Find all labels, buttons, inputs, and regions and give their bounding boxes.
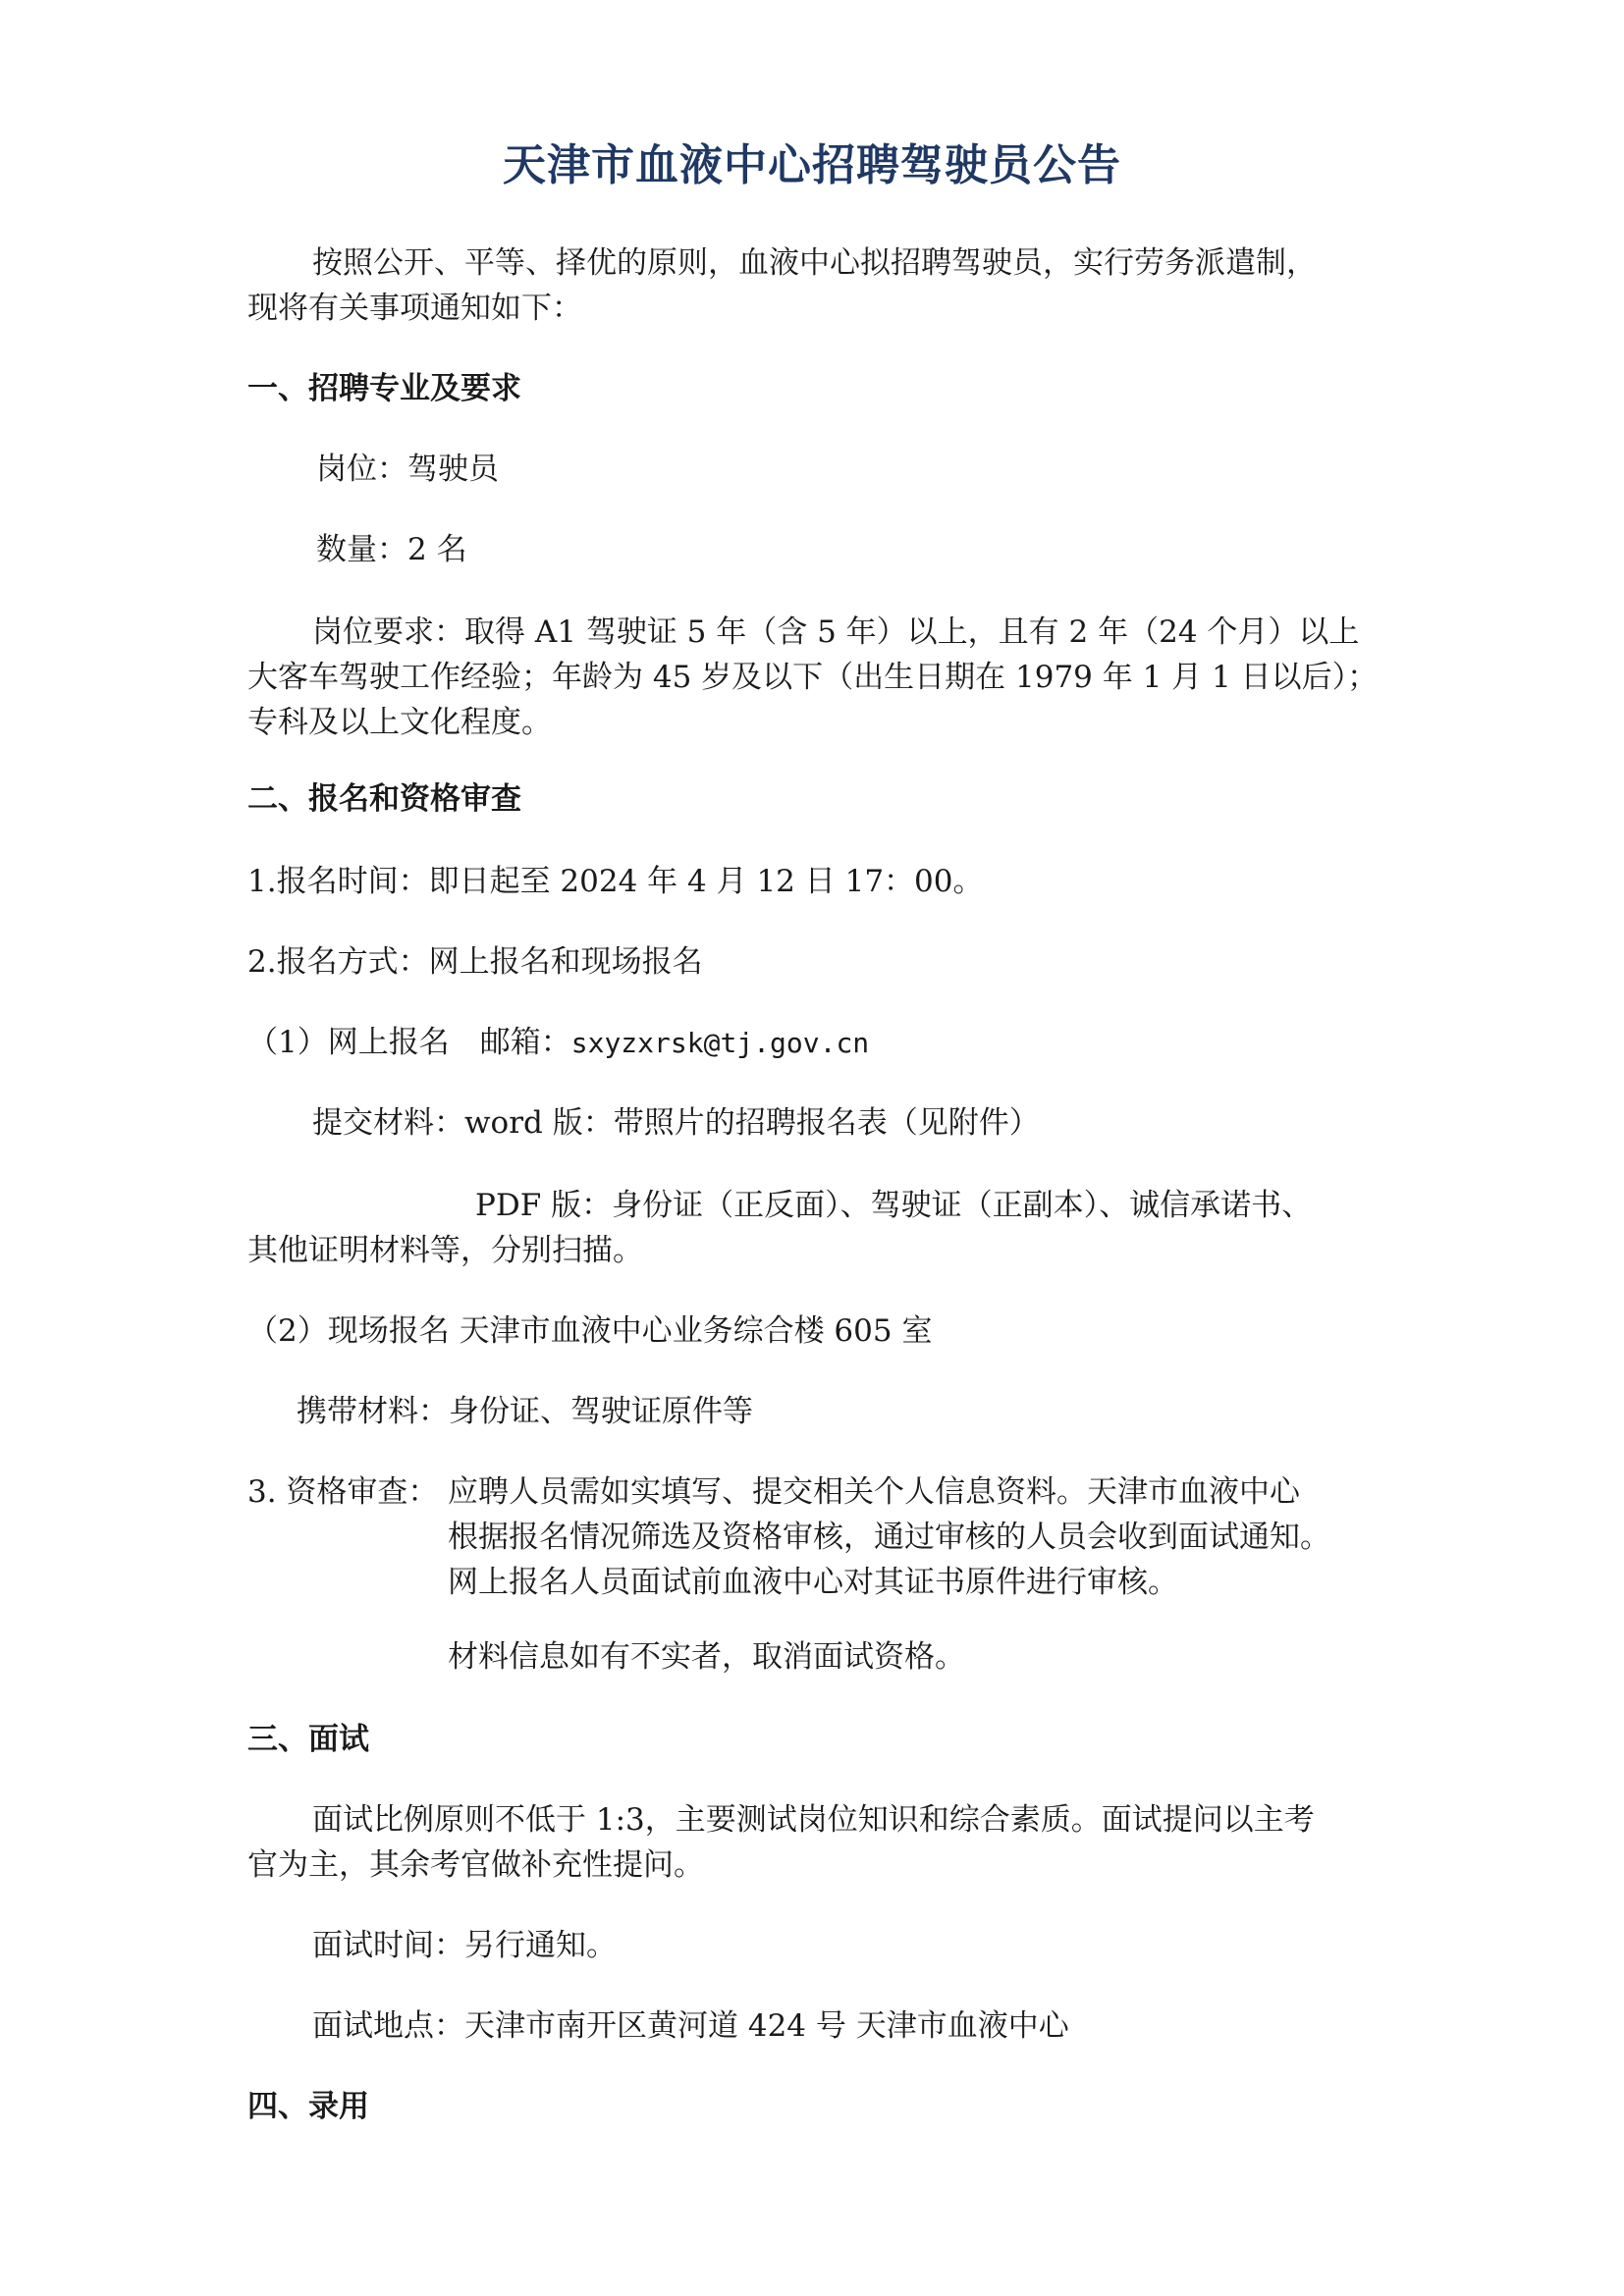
materials-word: 提交材料：word 版：带照片的招聘报名表（见附件） xyxy=(312,1105,1040,1141)
review-line-1: 应聘人员需如实填写、提交相关个人信息资料。天津市血液中心 xyxy=(448,1474,1300,1510)
carry-materials: 携带材料：身份证、驾驶证原件等 xyxy=(297,1394,753,1429)
post-line: 岗位：驾驶员 xyxy=(316,452,499,487)
count-line: 数量：2 名 xyxy=(316,532,467,567)
interview-place: 面试地点：天津市南开区黄河道 424 号 天津市血液中心 xyxy=(312,2008,1069,2044)
intro-line-1: 按照公开、平等、择优的原则，血液中心拟招聘驾驶员，实行劳务派遣制， xyxy=(312,245,1317,281)
interview-ratio-line-1: 面试比例原则不低于 1:3，主要测试岗位知识和综合素质。面试提问以主考 xyxy=(312,1802,1315,1838)
section-heading-3: 三、面试 xyxy=(247,1722,369,1757)
interview-time: 面试时间：另行通知。 xyxy=(312,1928,617,1963)
email-address: sxyzxrsk@tj.gov.cn xyxy=(570,1027,870,1059)
online-signup-line xyxy=(247,1021,869,1065)
signup-time: 1.报名时间：即日起至 2024 年 4 月 12 日 17：00。 xyxy=(247,864,984,899)
review-line-3: 网上报名人员面试前血液中心对其证书原件进行审核。 xyxy=(448,1565,1178,1600)
requirement-line-1: 岗位要求：取得 A1 驾驶证 5 年（含 5 年）以上，且有 2 年（24 个月）以上 xyxy=(312,614,1360,650)
interview-ratio-line-2: 官为主，其余考官做补充性提问。 xyxy=(247,1847,704,1883)
section-heading-2: 二、报名和资格审查 xyxy=(247,781,521,817)
onsite-signup: （2）现场报名 天津市血液中心业务综合楼 605 室 xyxy=(247,1313,933,1349)
materials-pdf-line-1: PDF 版：身份证（正反面）、驾驶证（正副本）、诚信承诺书、 xyxy=(475,1188,1313,1223)
review-label: 3. 资格审查： xyxy=(247,1474,439,1510)
section-heading-1: 一、招聘专业及要求 xyxy=(247,371,521,406)
review-line-2: 根据报名情况筛选及资格审核，通过审核的人员会收到面试通知。 xyxy=(448,1520,1330,1555)
page-title: 天津市血液中心招聘驾驶员公告 xyxy=(503,140,1121,190)
materials-pdf-line-2: 其他证明材料等，分别扫描。 xyxy=(247,1233,643,1268)
requirement-line-3: 专科及以上文化程度。 xyxy=(247,705,552,740)
intro-line-2: 现将有关事项通知如下： xyxy=(247,291,582,326)
review-line-4: 材料信息如有不实者，取消面试资格。 xyxy=(448,1639,965,1675)
signup-method: 2.报名方式：网上报名和现场报名 xyxy=(247,944,703,980)
online-signup-label: （1）网上报名 邮箱： xyxy=(247,1025,571,1060)
requirement-line-2: 大客车驾驶工作经验；年龄为 45 岁及以下（出生日期在 1979 年 1 月 1 日以后）； xyxy=(247,660,1379,695)
section-heading-4: 四、录用 xyxy=(247,2089,369,2124)
